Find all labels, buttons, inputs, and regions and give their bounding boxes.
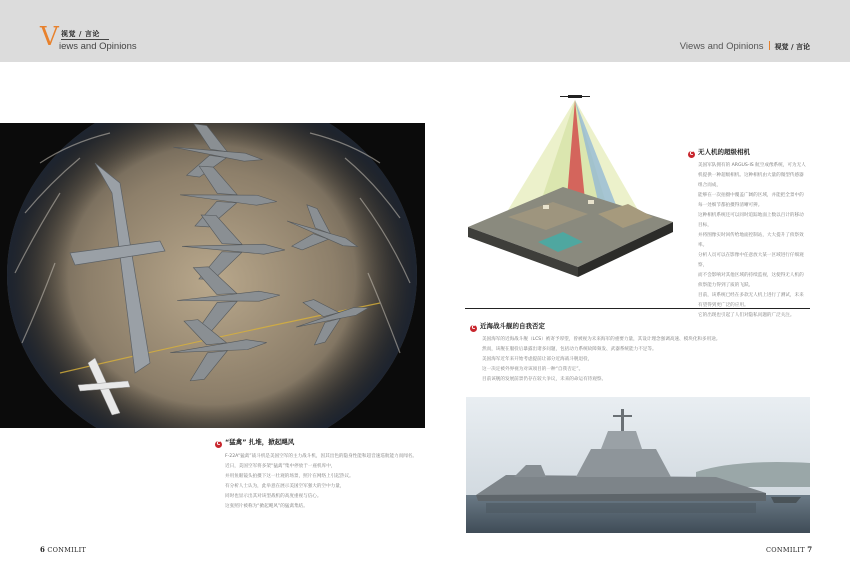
drone-body-line: 分析人员可以在影像中任意放大某一区域进行仔细观察， xyxy=(698,253,804,268)
section-bullet-icon: C xyxy=(689,151,694,157)
page-header xyxy=(0,0,850,62)
drone-body-line: 并将图像实时回传给地面控制站，大大提升了侦察效率。 xyxy=(698,233,804,248)
ship-body-line: 美国海军近年来开始考虑提前让部分近海战斗舰退役， xyxy=(482,357,593,362)
ship-title-text: 近海战斗舰的自我否定 xyxy=(480,322,545,330)
hangar-body-line: 有分析人士认为，此举意在展示美国空军强大的空中力量， xyxy=(225,484,345,489)
hangar-body-line: 这张照片被称为“掀起飓风”的猛禽集结。 xyxy=(225,504,308,509)
ship-body-line: 然而，该舰在服役后暴露出诸多问题，包括动力系统故障频发、武器系统能力不足等。 xyxy=(482,347,657,352)
littoral-combat-ship-photo xyxy=(466,397,810,533)
hangar-body-line: 并用鱼眼镜头拍摄下这一壮观的场景，照片在网络上引起热议。 xyxy=(225,474,354,479)
section-bullet-icon: C xyxy=(216,441,221,447)
drone-icon xyxy=(560,95,590,98)
hangar-section-title xyxy=(215,437,294,448)
hangar-title-rest: 扎堆，掀起飓风 xyxy=(246,438,295,446)
ship-illustration xyxy=(466,397,810,533)
header-left-cn: 视觉 / 言论 xyxy=(61,30,100,38)
header-divider xyxy=(769,41,770,50)
right-magazine-name: CONMILIT xyxy=(766,546,805,554)
hangar-body-line: 近日，美国空军将多架“猛禽”集中停放于一座机库中， xyxy=(225,464,336,469)
header-right xyxy=(680,34,810,53)
drone-surveillance-illustration xyxy=(468,92,678,292)
ship-body xyxy=(482,335,810,385)
hangar-body-line: 同时也显示出其对该型战机的高度重视与信心。 xyxy=(225,494,322,499)
hangar-body xyxy=(225,452,425,512)
drone-body-line: 这种相机系统还可以同时追踪地面上数以百计的移动目标， xyxy=(698,213,804,228)
left-page-number: 6 xyxy=(40,545,45,554)
section-bullet-icon: C xyxy=(471,325,476,331)
header-rule xyxy=(61,39,109,40)
drone-section-title xyxy=(688,147,750,158)
header-initial: V xyxy=(40,22,59,52)
right-page-number: 7 xyxy=(807,545,813,554)
hangar-body-line: F-22A“猛禽”战斗机是美国空军的主力战斗机，因其出色的隐身性能和超音速巡航能力而闻名。 xyxy=(225,454,418,459)
footer-left xyxy=(40,545,86,554)
hangar-fisheye-photo xyxy=(0,123,425,428)
drone-body-line: 它的出现也引起了人们对隐私问题的广泛关注。 xyxy=(698,313,795,318)
ship-body-line: 目前该舰的发展前景仍存在较大争议，未来的命运有待观察。 xyxy=(482,377,607,382)
ship-body-line: 这一决定被外界视为对该项目的一种“自我否定”。 xyxy=(482,367,584,372)
drone-title-text: 无人机的超级相机 xyxy=(698,148,750,156)
ship-section-title xyxy=(470,321,545,332)
hangar-illustration xyxy=(0,123,425,428)
drone-body xyxy=(698,161,808,321)
section-divider xyxy=(465,308,810,309)
header-right-cn: 视觉 / 言论 xyxy=(774,43,810,51)
hangar-title-quote: “猛禽” xyxy=(225,438,247,446)
drone-body-line: 而不会影响对其他区域的持续监视，这使得无人机的侦察能力得到了质的飞跃。 xyxy=(698,273,804,288)
ship-body-line: 美国海军的近海战斗舰（LCS）被寄予厚望，曾被视为未来海军的重要力量，其设计理念强调高速、模块化和多用途。 xyxy=(482,337,721,342)
drone-body-line: 能够在一次拍摄中覆盖广阔的区域，并能把全景中的每一处细节都拍摄得清晰可辨。 xyxy=(698,193,804,208)
footer-right xyxy=(766,545,812,554)
drone-body-line: 目前，该系统已经在多款无人机上进行了测试，未来有望得到更广泛的应用。 xyxy=(698,293,804,308)
header-right-en: Views and Opinions xyxy=(679,41,764,52)
drone-body-line: 美国军队拥有的 ARGUS-IS 航空成像系统，可为无人机提供一种超级相机。这种相机由大量的微型传感器组合而成， xyxy=(698,163,806,188)
header-left-en: iews and Opinions xyxy=(59,41,137,52)
left-magazine-name: CONMILIT xyxy=(47,546,87,554)
